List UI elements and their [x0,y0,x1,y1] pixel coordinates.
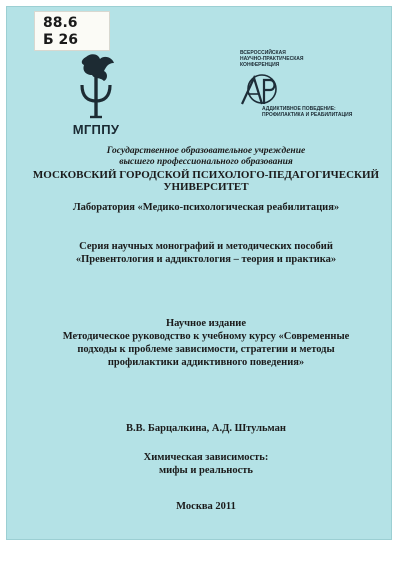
series-block [26,240,386,266]
psi-dove-emblem-icon [72,51,120,121]
institution-name: МОСКОВСКИЙ ГОРОДСКОЙ ПСИХОЛОГО-ПЕДАГОГИЧЕСКИЙ УНИВЕРСИТЕТ [32,169,380,193]
conference-title: ВСЕРОССИЙСКАЯ НАУЧНО-ПРАКТИЧЕСКАЯ КОНФЕРЕНЦИЯ [240,50,304,68]
edition-type: Научное издание [165,318,247,329]
conference-ap-mark-icon [240,72,280,106]
edition-block [26,317,386,369]
conference-mark-text: АР [240,72,242,73]
sticker-author-mark: Б 26 [43,32,79,48]
publication-place-year: Москва 2011 [176,501,236,512]
institution-line-1: Государственное образовательное учреждение [106,146,306,156]
institution-line-2: высшего профессионального образования [119,157,293,167]
series-line-2: «Превентология и аддиктология – теория и практика» [75,254,337,265]
institution-block [26,146,386,193]
university-logo [66,51,126,141]
edition-desc-3: профилактики аддиктивного поведения» [107,357,305,368]
conference-logo [234,50,384,130]
series-line-1: Серия научных монографий и методических пособий [79,241,333,252]
conference-subtitle: АДДИКТИВНОЕ ПОВЕДЕНИЕ: ПРОФИЛАКТИКА И РЕАБИЛИТАЦИЯ [262,106,353,118]
edition-desc-2: подходы к проблеме зависимости, стратегии и методы [77,344,335,355]
library-sticker [34,11,110,51]
book-title-line-1: Химическая зависимость: [143,452,269,463]
book-cover [6,6,392,540]
edition-desc-1: Методическое руководство к учебному курсу «Современные [62,331,350,342]
university-abbr: МГППУ [72,122,120,137]
book-title [86,451,326,477]
laboratory-name: Лаборатория «Медико-психологическая реабилитация» [72,202,340,213]
authors: В.В. Барцалкина, А.Д. Штульман [126,423,286,434]
sticker-code: 88.6 [43,15,78,31]
book-title-line-2: мифы и реальность [159,465,253,476]
